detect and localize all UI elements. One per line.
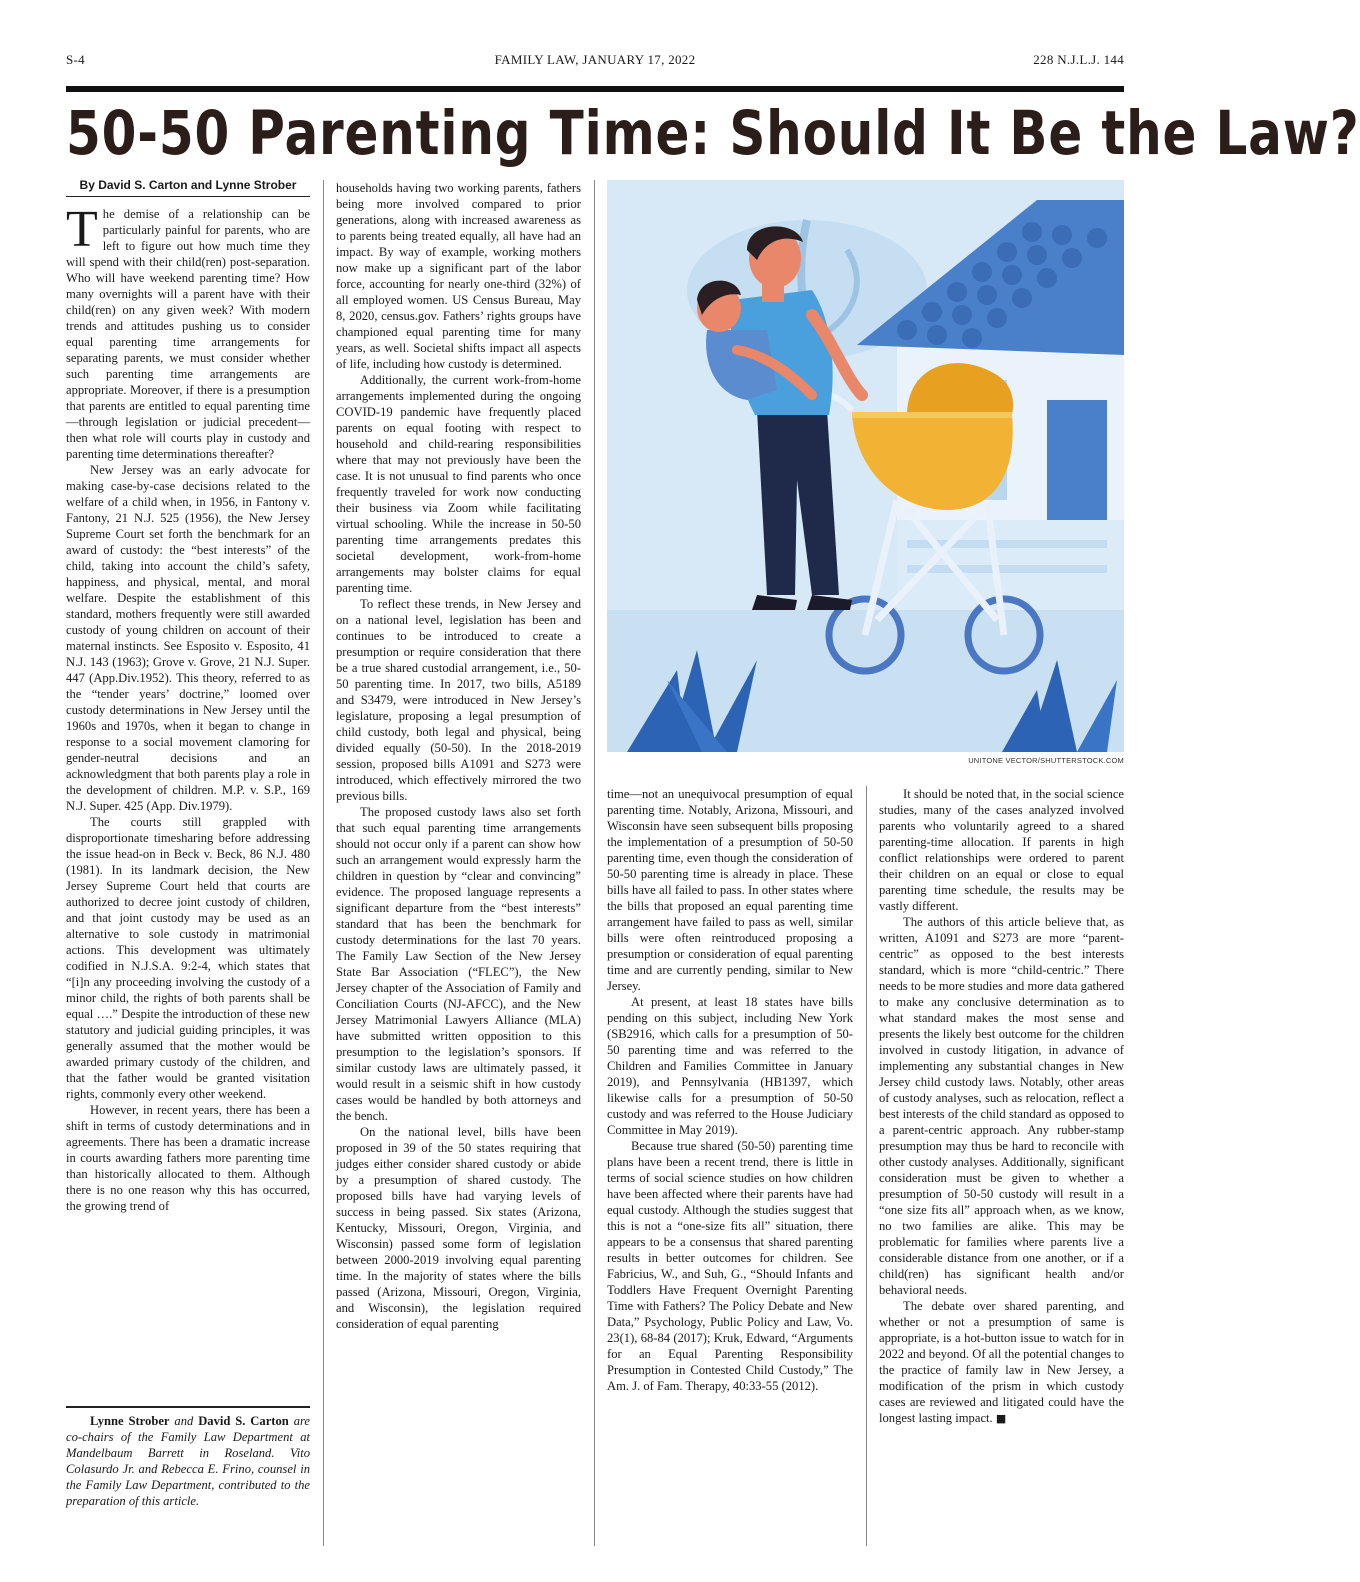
paragraph-text: he demise of a relationship can be particularly painful for parents, who are left to figure out how much time they will spend with their child(ren) post-separation. Who will have weekend parenting time? How many overnights will a parent have with their child(ren) on any given week? With modern trends and attitudes pushing us to consider equal parenting time arrangements for separating parents, we must consider whether such parenting time arrangements are appropriate. Moreover, if there is a presumption that parents are entitled to equal parenting time—through legislation or judicial precedent—then what role will courts play in custody and parenting time determinations thereafter? bbox=[66, 207, 310, 461]
photo-credit: UNITONE VECTOR/SHUTTERSTOCK.COM bbox=[968, 756, 1124, 765]
running-head bbox=[66, 52, 1124, 68]
paragraph: On the national level, bills have been proposed in 39 of the 50 states requiring that judges either consider shared custody or abide by a presumption of shared custody. The proposed bills have had varying levels of success in being passed. Six states (Arizona, Kentucky, Missouri, Oregon, Virginia, and Wisconsin) passed some form of legislation between 2000-2019 involving equal parenting time. In the majority of states where the bills passed (Arizona, Missouri, Oregon, Virginia, and Wisconsin), the legislation required consideration of equal parenting bbox=[336, 1125, 581, 1331]
bio-and: and bbox=[174, 1414, 194, 1428]
paragraph: Because true shared (50-50) parenting time plans have been a recent trend, there is little in terms of social science studies on how children have been affected where their parents have had equal custody. Although the studies suggest that this is not a “one-size fits all” situation, there appears to be a consensus that shared parenting results in better outcomes for children. See Fabricius, W., and Suh, G., “Should Infants and Toddlers Have Frequent Overnight Parenting Time with Fathers? The Policy Debate and New Data,” Psychology, Public Policy and Law, Vo. 23(1), 68-84 (2017); Kruk, Edward, “Arguments for an Equal Parenting Responsibility Presumption in Contested Child Custody,” The Am. J. of Fam. Therapy, 40:33-55 (2012). bbox=[607, 1139, 853, 1393]
paragraph: New Jersey was an early advocate for making case-by-case decisions related to the welfare of a child when, in 1956, in Fantony v. Fantony, 21 N.J. 525 (1956), the New Jersey Supreme Court set forth the benchmark for an award of custody: the “best interests” of the child, taking into account the child’s safety, happiness, and physical, mental, and moral welfare. Despite the establishment of this standard, mothers frequently were still awarded custody of young children on account of their maternal instincts. See Esposito v. Esposito, 41 N.J. 143 (1963); Grove v. Grove, 21 N.J. Super. 447 (App.Div.1952). This theory, referred to as the “tender years’ doctrine,” loomed over custody determinations in New Jersey until the 1960s and 1970s, when it began to change in response to a social movement clamoring for gender-neutral decisions and an acknowledgment that both parents play a role in the development of children. M.P. v. S.P., 169 N.J. Super. 425 (App. Div.1979). bbox=[66, 463, 310, 813]
illustration-svg bbox=[607, 180, 1124, 752]
bio-paragraph bbox=[66, 1413, 310, 1509]
article-column-4 bbox=[879, 786, 1124, 1546]
publication-date: FAMILY LAW, JANUARY 17, 2022 bbox=[494, 52, 696, 67]
author-bio bbox=[66, 1413, 310, 1543]
drop-cap: T bbox=[66, 201, 98, 258]
article-column-2 bbox=[336, 180, 581, 1546]
paragraph: The proposed custody laws also set forth that such equal parenting time arrangements should not occur only if a parent can show how such an arrangement would expressly harm the children in question by “clear and convincing” evidence. The proposed language represents a significant departure from the “best interests” standard that has been the benchmark for custody determinations for the last 70 years. The Family Law Section of the New Jersey State Bar Association (“FLEC”), the New Jersey chapter of the Association of Family and Conciliation Courts (NJ-AFCC), and the New Jersey Matrimonial Lawyers Alliance (MLA) have submitted written opposition to this presumption to the legislation’s sponsors. If similar custody laws are ultimately passed, it would result in a seismic shift in how custody cases would be handled by both attorneys and the bench. bbox=[336, 805, 581, 1123]
paragraph: At present, at least 18 states have bills pending on this subject, including New York (SB2916, which calls for a presumption of 50-50 parenting time and was referred to the Children and Families Committee in January 2019), and Pennsylvania (HB1397, which likewise calls for a presumption of 50-50 custody and was referred to the House Judiciary Committee in May 2019). bbox=[607, 995, 853, 1137]
paragraph-text: The debate over shared parenting, and whether or not a presumption of same is appropriate, is a hot-button issue to watch for in 2022 and beyond. Of all the potential changes to the practice of family law in New Jersey, a modification of the prism in which custody cases are reviewed and litigated could have the longest lasting impact. bbox=[879, 1299, 1124, 1425]
paragraph bbox=[66, 201, 310, 462]
paragraph bbox=[879, 1298, 1124, 1427]
byline: By David S. Carton and Lynne Strober bbox=[79, 178, 297, 192]
column-rule bbox=[323, 180, 324, 1546]
header-rule bbox=[66, 86, 1124, 92]
parent-with-child-and-stroller-illustration bbox=[607, 180, 1124, 752]
paragraph: The authors of this article believe that, as written, A1091 and S273 are more “parent-centric” as opposed to the best interests standard, which is more “child-centric.” There needs to be more studies and more data gathered to make any conclusive determination as to what standard makes the most sense and presents the likely best outcome for the children involved in custody litigation, in advance of implementing any substantial changes in New Jersey child custody laws. Notably, other areas of custody analyses, such as relocation, reflect a best interests of the child standard as opposed to a parent-centric approach. Any rubber-stamp presumption may thus be hard to reconcile with other custody analyses. Additionally, significant consideration must be given to whether a presumption of 50-50 custody will result in a “one size fits all” approach when, as we know, no two families are alike. This may be problematic for families where parents live a considerable distance from one another, or if a child(ren) has significant health and/or behavioral needs. bbox=[879, 915, 1124, 1297]
page-number: S-4 bbox=[66, 52, 85, 67]
paragraph: It should be noted that, in the social science studies, many of the cases analyzed involved parents who voluntarily agreed to a shared parenting-time allocation. If parents in high conflict relationships were ordered to parent their children on an equal or close to equal parenting time schedule, the results may be vastly different. bbox=[879, 787, 1124, 913]
headline: 50-50 Parenting Time: Should It Be the Law? bbox=[66, 98, 1360, 169]
paragraph: households having two working parents, fathers being more involved compared to prior generations, along with increased awareness as to parents being treated equally, all have had an impact. By way of example, working mothers now make up a significant part of the labor force, accounting for nearly one-third (32%) of all employed women. US Census Bureau, May 8, 2020, census.gov. Fathers’ rights groups have championed equal parenting time for many years, as well. Societal shifts impact all aspects of life, including how custody is determined. bbox=[336, 181, 581, 371]
byline-rule bbox=[66, 196, 310, 197]
citation: 228 N.J.L.J. 144 bbox=[1033, 52, 1124, 67]
column-rule bbox=[594, 180, 595, 1546]
author-name: Lynne Strober bbox=[90, 1414, 170, 1428]
paragraph: Additionally, the current work-from-home arrangements implemented during the ongoing COVID-19 pandemic have frequently placed parents on equal footing with respect to household and child-rearing responsibilities where that may not previously have been the case. It is not unusual to find parents who once frequently traveled for work now conducting their business via Zoom while facilitating virtual schooling. While the increase in 50-50 parenting time arrangements predates this societal development, work-from-home arrangements may bolster claims for equal parenting time. bbox=[336, 373, 581, 595]
paragraph: The courts still grappled with disproportionate timesharing before addressing the issue head-on in Beck v. Beck, 86 N.J. 480 (1981). In its landmark decision, the New Jersey Supreme Court held that courts are authorized to decree joint custody of children, and that joint custody may be used as an alternative to sole custody in matrimonial actions. This development was ultimately codified in N.J.S.A. 9:2-4, which states that “[i]n any proceeding involving the custody of a minor child, the rights of both parents shall be equal ….” Despite the introduction of these new statutory and judicial guiding principles, it was generally assumed that the mother would be awarded primary custody of the children, and that the father would be granted visitation rights, commonly every other weekend. bbox=[66, 815, 310, 1101]
column-rule bbox=[866, 786, 867, 1546]
article-column-3 bbox=[607, 786, 853, 1546]
paragraph: However, in recent years, there has been a shift in terms of custody determinations and in agreements. There has been a dramatic increase in courts awarding fathers more parenting time than historically allocated to them. Although there is no one reason why this has occurred, the growing trend of bbox=[66, 1103, 310, 1213]
paragraph: time—not an unequivocal presumption of equal parenting time. Notably, Arizona, Missouri, and Wisconsin have seen subsequent bills proposing the implementation of a presumption of 50-50 parenting time, even though the consideration of 50-50 parenting time is already in place. These bills have all failed to pass. In other states where the bills that proposed an equal parenting time arrangement have failed to pass as well, similar bills were often reintroduced proposing a presumption or consideration of equal parenting time and are currently pending, similar to New Jersey. bbox=[607, 787, 853, 993]
end-mark-icon: ■ bbox=[995, 1412, 1007, 1425]
bio-rule bbox=[66, 1406, 310, 1408]
author-name: David S. Carton bbox=[198, 1414, 289, 1428]
paragraph: To reflect these trends, in New Jersey and on a national level, legislation has been and continues to be introduced to create a presumption or require consideration that there be a true shared custodial arrangement, i.e., 50-50 parenting time. In 2017, two bills, A5189 and S3479, were introduced in New Jersey’s legislature, proposing a legal presumption of child custody, both legal and physical, being divided equally (50-50). In the 2018-2019 session, proposed bills A1091 and S273 were introduced, which effectively mirrored the two previous bills. bbox=[336, 597, 581, 803]
bio-text: are co-chairs of the Family Law Department at Mandelbaum Barrett in Roseland. Vito Colasurdo Jr. and Rebecca E. Frino, counsel in the Family Law Department, contributed to the preparation of this article. bbox=[66, 1414, 311, 1508]
article-column-1 bbox=[66, 201, 310, 1392]
